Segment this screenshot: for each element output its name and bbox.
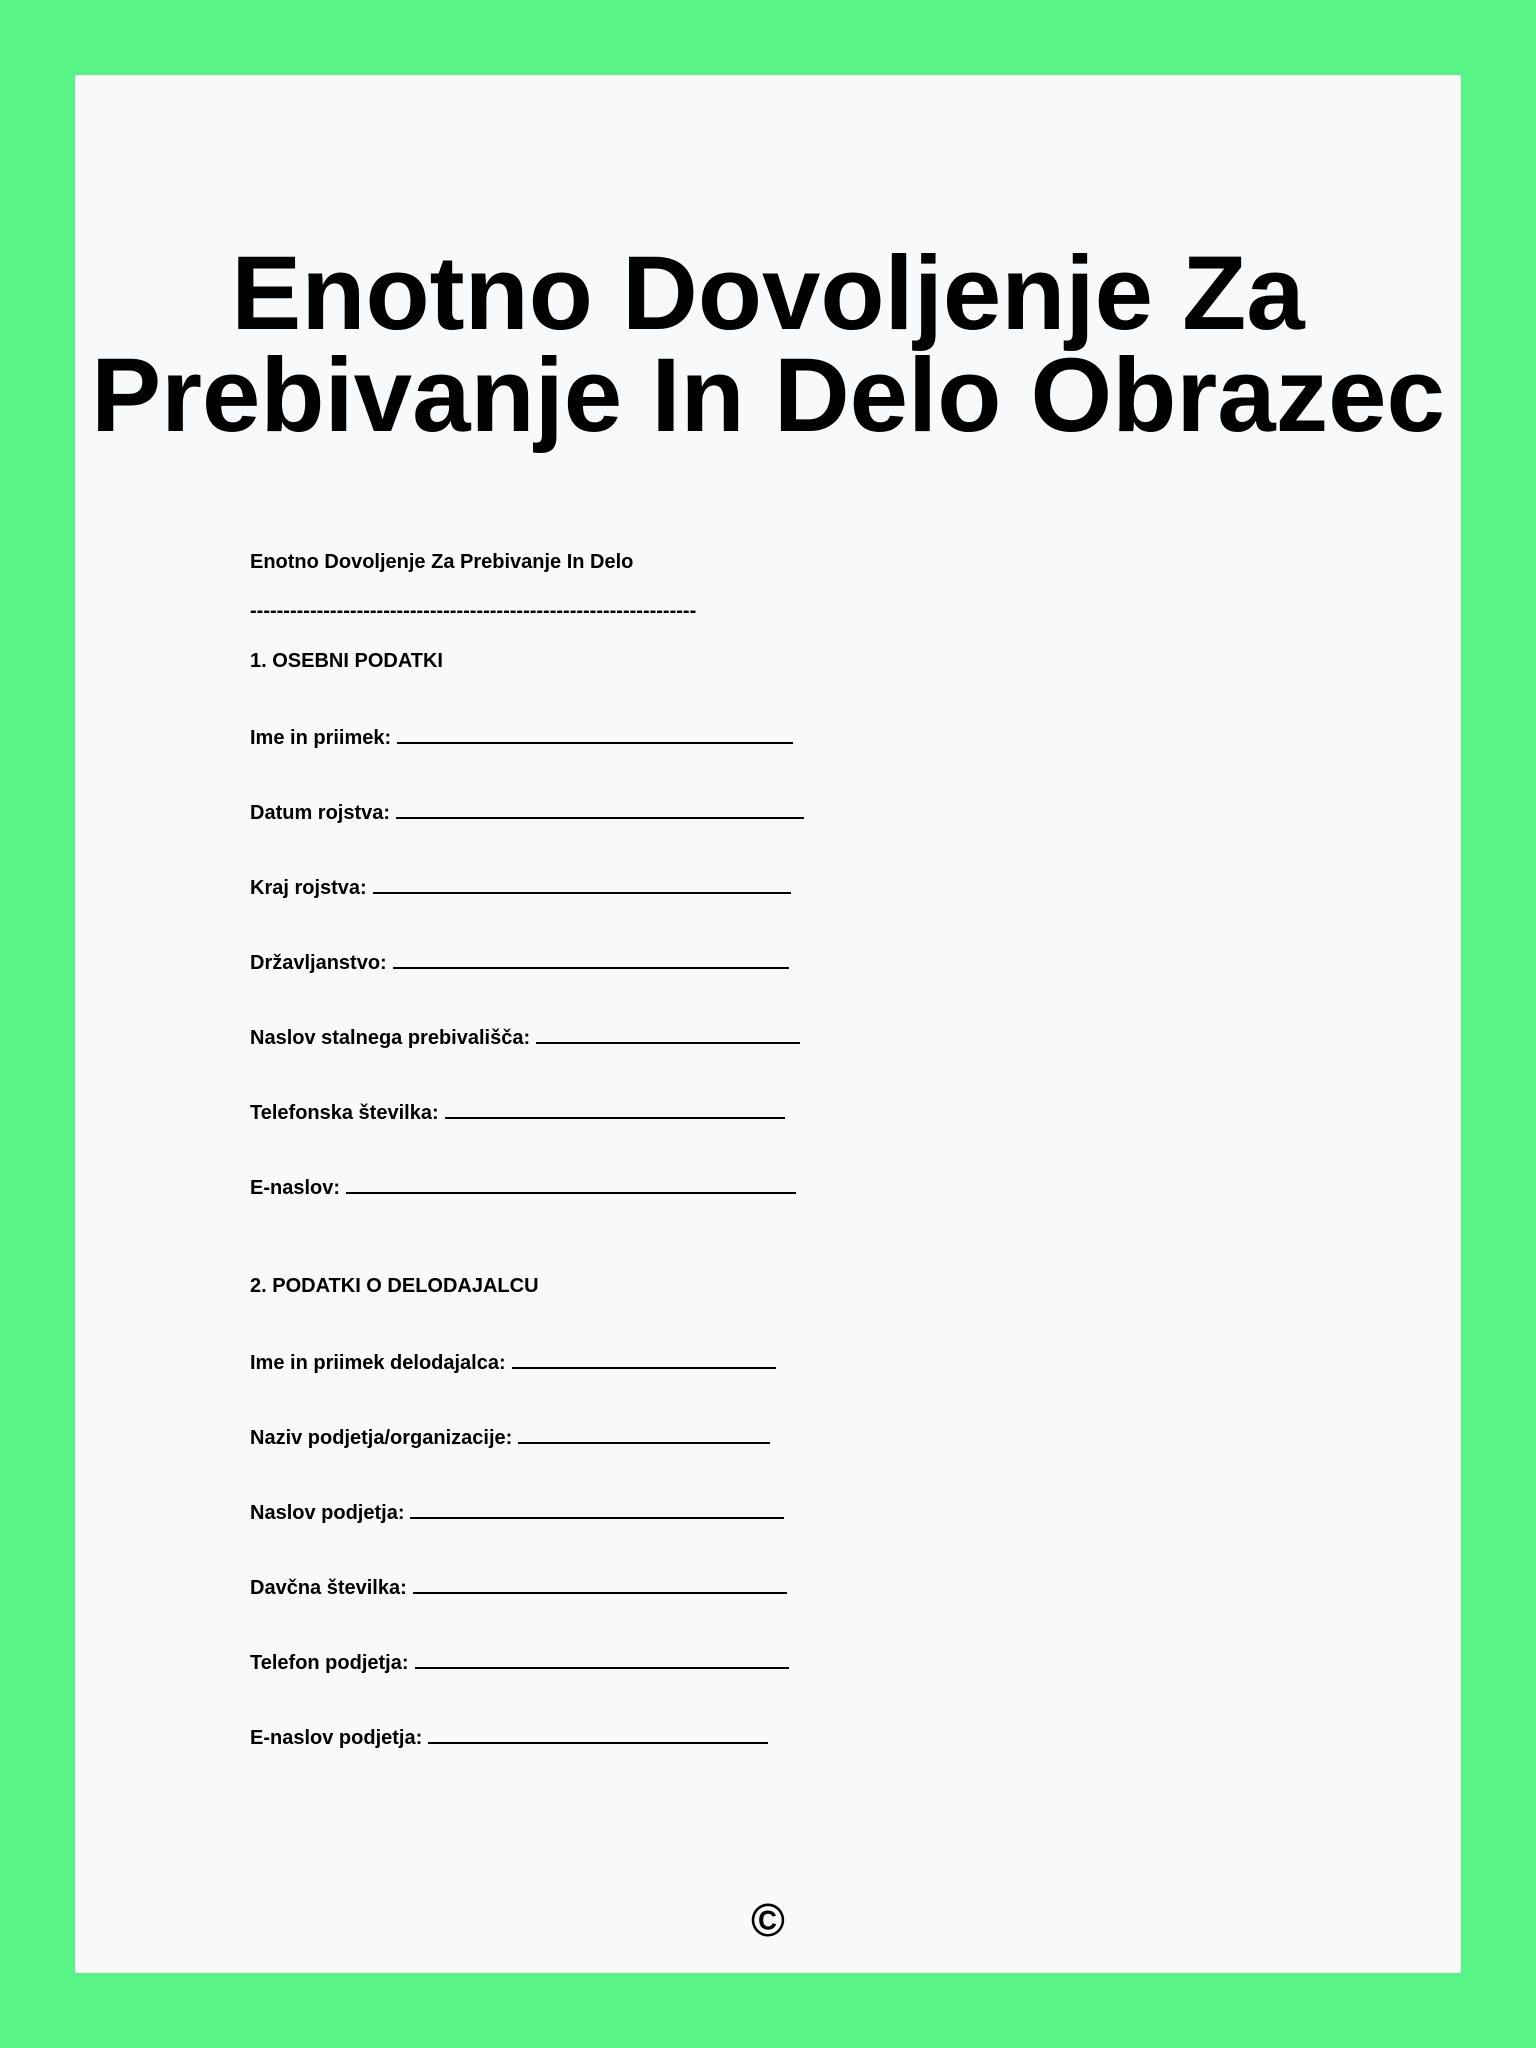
section-heading-employer: 2. PODATKI O DELODAJALCU (250, 1275, 539, 1297)
field-label: E-naslov podjetja: (250, 1727, 423, 1749)
copyright-icon: © (751, 1894, 785, 1946)
field-company-address[interactable] (250, 1499, 784, 1525)
blank-line[interactable] (397, 724, 793, 744)
field-label: Datum rojstva: (250, 802, 391, 824)
blank-line[interactable] (410, 1499, 784, 1519)
field-label: Ime in priimek delodajalca: (250, 1352, 506, 1374)
blank-line[interactable] (393, 949, 789, 969)
blank-line[interactable] (396, 799, 804, 819)
field-company-phone[interactable] (250, 1649, 789, 1675)
field-full-name[interactable] (250, 724, 793, 750)
field-citizenship[interactable] (250, 949, 789, 975)
field-birth-date[interactable] (250, 799, 804, 825)
field-permanent-address[interactable] (250, 1024, 800, 1050)
field-employer-name[interactable] (250, 1349, 776, 1375)
field-tax-number[interactable] (250, 1574, 787, 1600)
blank-line[interactable] (518, 1424, 770, 1444)
section-heading-personal: 1. OSEBNI PODATKI (250, 650, 443, 672)
field-phone[interactable] (250, 1099, 785, 1125)
blank-line[interactable] (373, 874, 791, 894)
field-label: Naziv podjetja/organizacije: (250, 1427, 513, 1449)
field-label: Telefonska številka: (250, 1102, 439, 1124)
document-title: Enotno Dovoljenje Za Prebivanje In Delo Obrazec (91, 235, 1445, 454)
blank-line[interactable] (413, 1574, 787, 1594)
field-label: Telefon podjetja: (250, 1652, 409, 1674)
blank-line[interactable] (428, 1724, 768, 1744)
blank-line[interactable] (445, 1099, 785, 1119)
blank-line[interactable] (512, 1349, 776, 1369)
field-label: Kraj rojstva: (250, 877, 367, 899)
field-label: Državljanstvo: (250, 952, 387, 974)
blank-line[interactable] (346, 1174, 796, 1194)
document-page (75, 75, 1461, 1973)
field-label: Davčna številka: (250, 1577, 407, 1599)
field-company-name[interactable] (250, 1424, 770, 1450)
field-label: Naslov stalnega prebivališča: (250, 1027, 531, 1049)
field-company-email[interactable] (250, 1724, 768, 1750)
field-email[interactable] (250, 1174, 796, 1200)
field-label: E-naslov: (250, 1177, 341, 1199)
field-label: Naslov podjetja: (250, 1502, 405, 1524)
form-heading: Enotno Dovoljenje Za Prebivanje In Delo (250, 551, 634, 573)
blank-line[interactable] (415, 1649, 789, 1669)
field-birth-place[interactable] (250, 874, 791, 900)
blank-line[interactable] (536, 1024, 800, 1044)
field-label: Ime in priimek: (250, 727, 392, 749)
separator-line: ------------------------------------------------------------------- (250, 600, 697, 622)
